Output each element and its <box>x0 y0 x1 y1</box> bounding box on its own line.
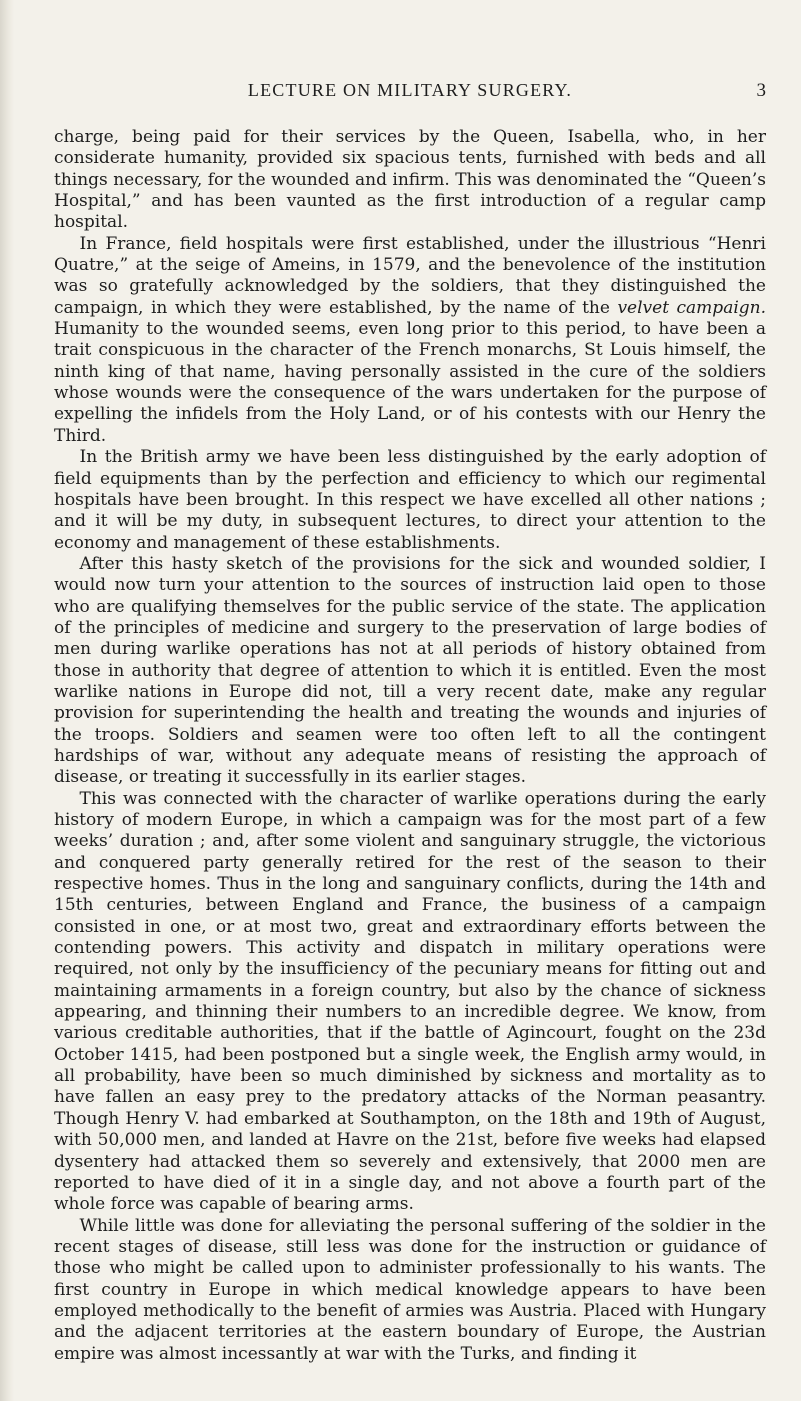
paragraph-2 <box>54 234 766 447</box>
paragraph-2-text-after: Humanity to the wounded seems, even long prior to this period, to have been a trait conspicuous in the character of the French monarchs, St Louis himself, the ninth king of that name, having personally assisted in the cure of the soldiers whose wounds were the consequence of the wars undertaken for the purpose of expelling the infidels from the Holy Land, or of his contests with our Henry the Third. <box>54 319 766 446</box>
paragraph-5: This was connected with the character of warlike operations during the early history of modern Europe, in which a campaign was for the most part of a few weeks’ duration ; and, after some violent and sanguinary struggle, the victorious and conquered party generally retired for the rest of the season to their respective homes. Thus in the long and sanguinary conflicts, during the 14th and 15th centuries, between England and France, the business of a campaign consisted in one, or at most two, great and extraordinary efforts between the contending powers. This activity and dispatch in military operations were required, not only by the insufficiency of the pecuniary means for fitting out and maintaining armaments in a foreign country, but also by the chance of sickness appearing, and thinning their numbers to an incredible degree. We know, from various creditable authorities, that if the battle of Agincourt, fought on the 23d October 1415, had been postponed but a single week, the English army would, in all probability, have been so much diminished by sickness and mortality as to have fallen an easy prey to the predatory attacks of the Norman peasantry. Though Henry V. had embarked at Southampton, on the 18th and 19th of August, with 50,000 men, and landed at Havre on the 21st, before five weeks had elapsed dysentery had attacked them so severely and extensively, that 2000 men are reported to have died of it in a single day, and not above a fourth part of the whole force was capable of bearing arms. <box>54 788 766 1215</box>
page-header <box>54 80 766 106</box>
paragraph-4: After this hasty sketch of the provisions for the sick and wounded soldier, I would now turn your attention to the sources of instruction laid open to those who are qualifying themselves for the public service of the state. The application of the principles of medicine and surgery to the preservation of large bodies of men during warlike operations has not at all periods of history obtained from those in authority that degree of attention to which it is entitled. Even the most warlike nations in Europe did not, till a very recent date, make any regular provision for superintending the health and treating the wounds and injuries of the troops. Soldiers and seamen were too often left to all the contingent hardships of war, without any adequate means of resisting the approach of disease, or treating it successfully in its earlier stages. <box>54 553 766 788</box>
paragraph-2-text-before: In France, field hospitals were first established, under the illustrious “Henri Quatre,” at the seige of Ameins, in 1579, and the benevolence of the institution was so gratefully acknowledged by the soldiers, that they distinguished the campaign, in which they were established, by the name of the <box>54 233 766 318</box>
body-text <box>54 127 766 1365</box>
paragraph-2-italic-phrase: velvet campaign. <box>617 297 766 318</box>
paragraph-1: charge, being paid for their services by the Queen, Isabella, who, in her considerate humanity, provided six spacious tents, furnished with beds and all things necessary, for the wounded and infirm. This was denominated the “Queen’s Hospital,” and has been vaunted as the first introduction of a regular camp hospital. <box>54 127 766 233</box>
paragraph-3: In the British army we have been less distinguished by the early adoption of field equipments than by the perfection and efficiency to which our regimental hospitals have been brought. In this respect we have excelled all other nations ; and it will be my duty, in subsequent lectures, to direct your attention to the economy and management of these establishments. <box>54 447 766 553</box>
running-title: LECTURE ON MILITARY SURGERY. <box>247 80 573 100</box>
paragraph-6: While little was done for alleviating the personal suffering of the soldier in the recent stages of disease, still less was done for the instruction or guidance of those who might be called upon to administer professionally to his wants. The first country in Europe in which medical knowledge appears to have been employed methodically to the benefit of armies was Austria. Placed with Hungary and the adjacent territories at the eastern boundary of Europe, the Austrian empire was almost incessantly at war with the Turks, and finding it <box>54 1215 766 1364</box>
page-gutter-shadow <box>0 0 14 1401</box>
page-number: 3 <box>756 80 766 101</box>
